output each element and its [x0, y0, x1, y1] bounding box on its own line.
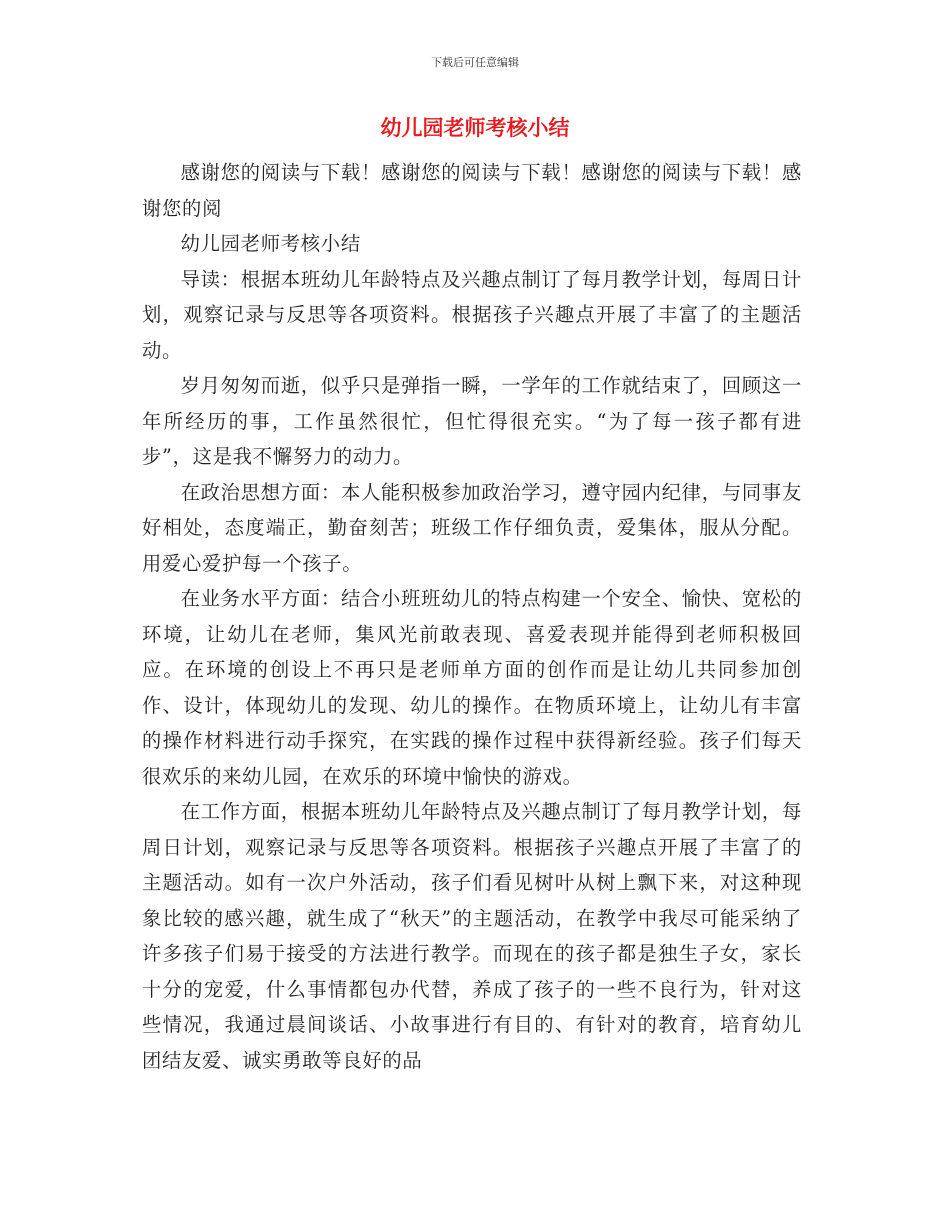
- paragraph-work: 在工作方面，根据本班幼儿年龄特点及兴趣点制订了每月教学计划，每周日计划，观察记录与反思等各项资料。根据孩子兴趣点开展了丰富了的主题活动。如有一次户外活动，孩子们看见树叶从树上飘下来，对这种现象比较的感兴趣，就生成了“秋天”的主题活动，在教学中我尽可能采纳了许多孩子们易于接受的方法进行教学。而现在的孩子都是独生子女，家长十分的宠爱，什么事情都包办代替，养成了孩子的一些不良行为，针对这些情况，我通过晨间谈话、小故事进行有目的、有针对的教育，培育幼儿团结友爱、诚实勇敢等良好的品: [142, 800, 802, 1072]
- paragraph-year-review: 岁月匆匆而逝，似乎只是弹指一瞬，一学年的工作就结束了，回顾这一年所经历的事，工作虽然很忙，但忙得很充实。“为了每一孩子都有进步”，这是我不懈努力的动力。: [142, 374, 802, 468]
- paragraph-thanks: 感谢您的阅读与下载！感谢您的阅读与下载！感谢您的阅读与下载！感谢您的阅: [142, 161, 802, 220]
- paragraph-political: 在政治思想方面：本人能积极参加政治学习，遵守园内纪律，与同事友好相处，态度端正，勤奋刻苦；班级工作仔细负责，爱集体，服从分配。用爱心爱护每一个孩子。: [142, 480, 802, 575]
- document-body: [142, 155, 802, 1078]
- paragraph-intro: 导读：根据本班幼儿年龄特点及兴趣点制订了每月教学计划，每周日计划，观察记录与反思等各项资料。根据孩子兴趣点开展了丰富了的主题活动。: [142, 267, 802, 362]
- document-title: 幼儿园老师考核小结: [380, 115, 570, 140]
- header-note: 下载后可任意编辑: [431, 56, 519, 69]
- paragraph-professional: 在业务水平方面：结合小班班幼儿的特点构建一个安全、愉快、宽松的环境，让幼儿在老师，集风光前敢表现、喜爱表现并能得到老师积极回应。在环境的创设上不再只是老师单方面的创作而是让幼儿共同参加创作、设计，体现幼儿的发现、幼儿的操作。在物质环境上，让幼儿有丰富的操作材料进行动手探究，在实践的操作过程中获得新经验。孩子们每天很欢乐的来幼儿园，在欢乐的环境中愉快的游戏。: [142, 587, 802, 788]
- paragraph-subtitle: 幼儿园老师考核小结: [180, 232, 361, 255]
